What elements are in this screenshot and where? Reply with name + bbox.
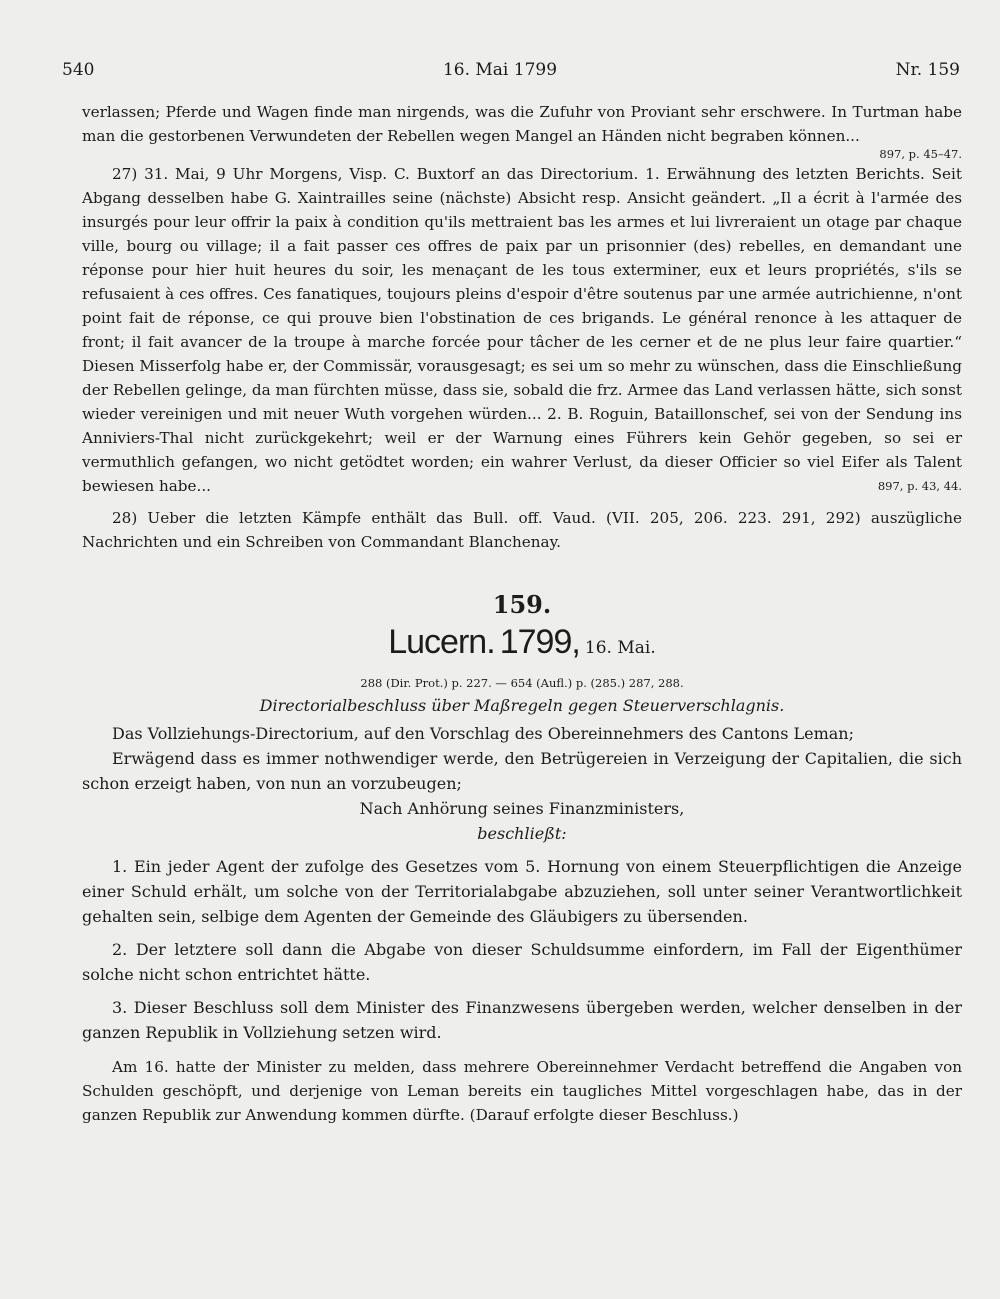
running-header bbox=[0, 60, 1000, 88]
closing-note: Am 16. hatte der Minister zu melden, dass mehrere Obereinnehmer Verdacht betreffend die Angaben von Schulden geschöpft, und derjenige von Leman bereits ein taugliches Mittel vorgeschlagen habe, das in der ganzen Republik zur Anwendung kommen dürfte. (Darauf erfolgte dieser Beschluss.) bbox=[82, 1058, 962, 1124]
note-27-paragraph bbox=[82, 162, 962, 498]
section-date: 16. Mai. bbox=[584, 638, 656, 658]
decree-article-3: 3. Dieser Beschluss soll dem Minister des Finanzwesens übergeben werden, welcher denselben in der ganzen Republik in Vollziehung setzen wird. bbox=[82, 998, 962, 1042]
header-document-number: Nr. 159 bbox=[895, 60, 960, 80]
decree-consideration: Erwägend dass es immer nothwendiger werde, den Betrügereien in Verzeigung der Capitalien, die sich schon erzeigt haben, von nun an vorzubeugen; bbox=[82, 749, 962, 793]
section-place: Lucern. bbox=[388, 623, 495, 661]
section-year: 1799, bbox=[499, 623, 580, 661]
document-159 bbox=[82, 590, 962, 1127]
decree-text bbox=[82, 721, 962, 1045]
note-27-text: 27) 31. Mai, 9 Uhr Morgens, Visp. C. Buxtorf an das Directorium. 1. Erwähnung des letzten Berichts. Seit Abgang desselben habe G. Xaintrailles seine (nächste) Absicht resp. Ansicht geändert. „Il a écrit à l'armée des insurgés pour leur offrir la paix à condition qu'ils mettraient bas les armes et lui livreraient un otage par chaque ville, bourg ou village; il a fait passer ces offres de paix par un prisonnier (des) rebelles, en demandant une réponse pour hier huit heures du soir, les menaçant de les tous exterminer, eux et leurs propriétés, s'ils se refusaient à ces offres. Ces fanatiques, toujours pleins d'espoir d'être soutenus par une armée autrichienne, n'ont point fait de réponse, ce qui prouve bien l'obstination de ces brigands. Le général renonce à les attaquer de front; il fait avancer de la troupe à marche forcée pour tâcher de les cerner et de ne plus leur faire quartier.“ Diesen Misserfolg habe er, der Commissär, vorausgesagt; es sei um so mehr zu wünschen, dass die Einschließung der Rebellen gelinge, da man fürchten müsse, dass sie, sobald die frz. Armee das Land verlassen hätte, sich sonst wieder vereinigen und mit neuer Wuth vorgehen würden... 2. B. Roguin, Bataillonschef, sei von der Sendung ins Anniviers-Thal nicht zurückgekehrt; weil er der Warnung eines Führers kein Gehör gegeben, so sei er vermuthlich gefangen, wo nicht getödtet worden; ein wahrer Verlust, da dieser Officier so viel Eifer als Talent bewiesen habe... bbox=[82, 165, 962, 495]
section-subject: Directorialbeschluss über Maßregeln gegen Steuerverschlagnis. bbox=[259, 696, 785, 715]
note-28-paragraph: 28) Ueber die letzten Kämpfe enthält das Bull. off. Vaud. (VII. 205, 206. 223. 291, 292) auszügliche Nachrichten und ein Schreiben von Commandant Blanchenay. bbox=[82, 509, 962, 551]
decree-hearing: Nach Anhörung seines Finanzministers, bbox=[359, 799, 685, 818]
continuation-reference: 897, p. 45–47. bbox=[879, 147, 962, 161]
section-archive-references: 288 (Dir. Prot.) p. 227. — 654 (Aufl.) p. (285.) 287, 288. bbox=[360, 676, 684, 690]
note-27-reference: 897, p. 43, 44. bbox=[877, 479, 962, 493]
decree-article-1: 1. Ein jeder Agent der zufolge des Gesetzes vom 5. Hornung von einem Steuerpflichtigen die Anzeige einer Schuld erhält, um solche von der Territorialabgabe abzuziehen, soll unter seiner Verantwortlichkeit gehalten sein, selbige dem Agenten der Gemeinde des Gläubigers zu übersenden. bbox=[82, 857, 962, 926]
footnote-block bbox=[82, 100, 962, 554]
decree-preamble: Das Vollziehungs-Directorium, auf den Vorschlag des Obereinnehmers des Cantons Leman; bbox=[112, 724, 854, 743]
section-number: 159. bbox=[492, 590, 552, 619]
decree-resolves: beschließt: bbox=[477, 824, 567, 843]
section-heading bbox=[82, 622, 962, 668]
continuation-paragraph: verlassen; Pferde und Wagen finde man nirgends, was die Zufuhr von Proviant sehr erschwere. In Turtman habe man die gestorbenen Verwundeten der Rebellen wegen Mangel an Händen nicht begraben können... bbox=[82, 103, 962, 145]
decree-article-2: 2. Der letztere soll dann die Abgabe von dieser Schuldsumme einfordern, im Fall der Eigenthümer solche nicht schon entrichtet hätte. bbox=[82, 940, 962, 984]
header-date: 16. Mai 1799 bbox=[442, 60, 558, 80]
page-number: 540 bbox=[62, 60, 95, 80]
